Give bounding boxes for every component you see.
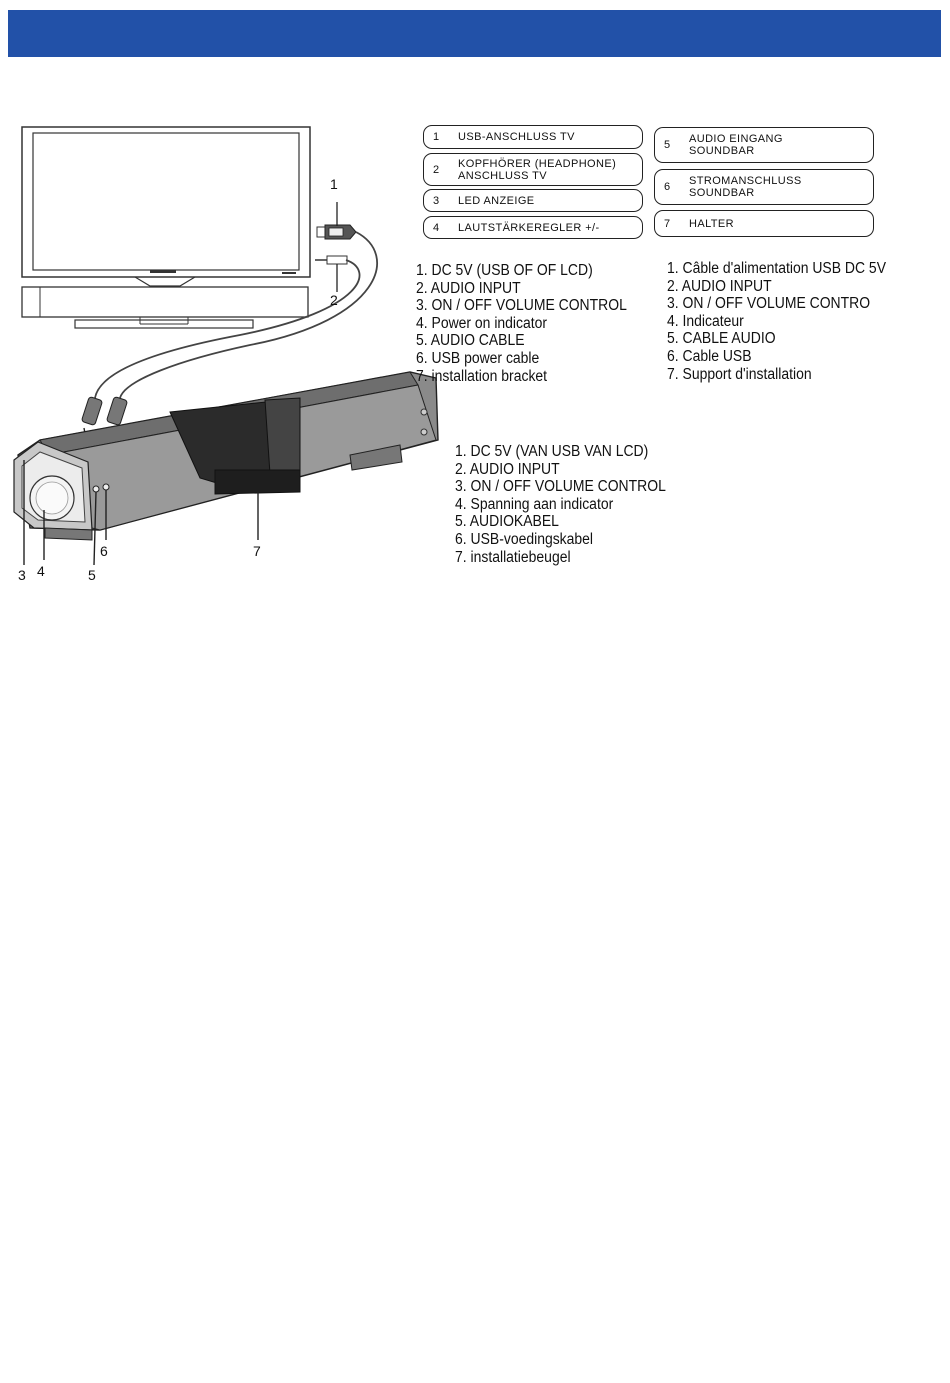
audio-plug [315,256,347,292]
tv-illustration [22,127,310,286]
list-item: 4. Power on indicator [416,314,548,332]
list-item: 6. Cable USB [667,347,752,365]
label-box-number: 6 [664,181,671,193]
list-item: 3. ON / OFF VOLUME CONTRO [667,295,871,313]
dutch-parts-list [455,443,666,566]
list-item: 1. DC 5V (VAN USB VAN LCD) [455,443,649,460]
label-box-text: HALTER [689,217,734,230]
label-box-text: LED ANZEIGE [458,194,535,207]
callout-4: 4 [37,563,45,579]
list-item: 5. CABLE AUDIO [667,330,776,348]
list-item: 3. ON / OFF VOLUME CONTROL [455,478,666,496]
list-item: 6. USB power cable [416,349,540,367]
list-item: 4. Spanning aan indicator [455,495,614,513]
list-item: 7. installatiebeugel [455,548,571,566]
list-item: 3. ON / OFF VOLUME CONTROL [416,297,627,315]
list-item: 2. AUDIO INPUT [416,279,521,297]
label-box-text: LAUTSTÄRKEREGLER +/- [458,221,600,234]
list-item: 2. AUDIO INPUT [455,460,560,478]
label-box-number: 1 [433,131,440,143]
list-item: 2. AUDIO INPUT [667,277,772,295]
list-item: 1. DC 5V (USB OF OF LCD) [416,262,593,279]
english-parts-list [416,262,627,385]
label-box-number: 7 [664,217,671,230]
callout-6: 6 [100,543,108,559]
usb-plug [317,202,356,239]
list-item: 7. installation bracket [416,367,548,385]
label-box-text: STROMANSCHLUSS SOUNDBAR [689,175,802,199]
label-box-7 [654,210,874,237]
label-box-3 [423,189,643,212]
french-parts-list [667,260,886,383]
label-box-number: 3 [433,194,440,207]
list-item: 5. AUDIOKABEL [455,513,559,531]
callout-1: 1 [330,176,338,192]
callout-5: 5 [88,567,96,583]
label-box-1 [423,125,643,149]
label-box-number: 5 [664,139,671,151]
list-item: 1. Câble d'alimentation USB DC 5V [667,260,887,277]
label-box-text: USB-ANSCHLUSS TV [458,131,575,143]
cable-plugs [81,396,127,425]
label-box-4 [423,216,643,239]
soundbar-small [22,287,308,328]
callout-3: 3 [18,567,26,583]
list-item: 5. AUDIO CABLE [416,332,525,350]
label-box-text: AUDIO EINGANG SOUNDBAR [689,133,783,157]
list-item: 4. Indicateur [667,312,744,330]
label-box-6 [654,169,874,205]
label-box-5 [654,127,874,163]
callout-2: 2 [330,292,338,308]
label-box-text: KOPFHÖRER (HEADPHONE) ANSCHLUSS TV [458,157,617,182]
list-item: 7. Support d'installation [667,365,812,383]
label-box-number: 4 [433,221,440,234]
label-box-2 [423,153,643,186]
callout-7: 7 [253,543,261,559]
label-box-number: 2 [433,163,440,176]
list-item: 6. USB-voedingskabel [455,530,594,548]
